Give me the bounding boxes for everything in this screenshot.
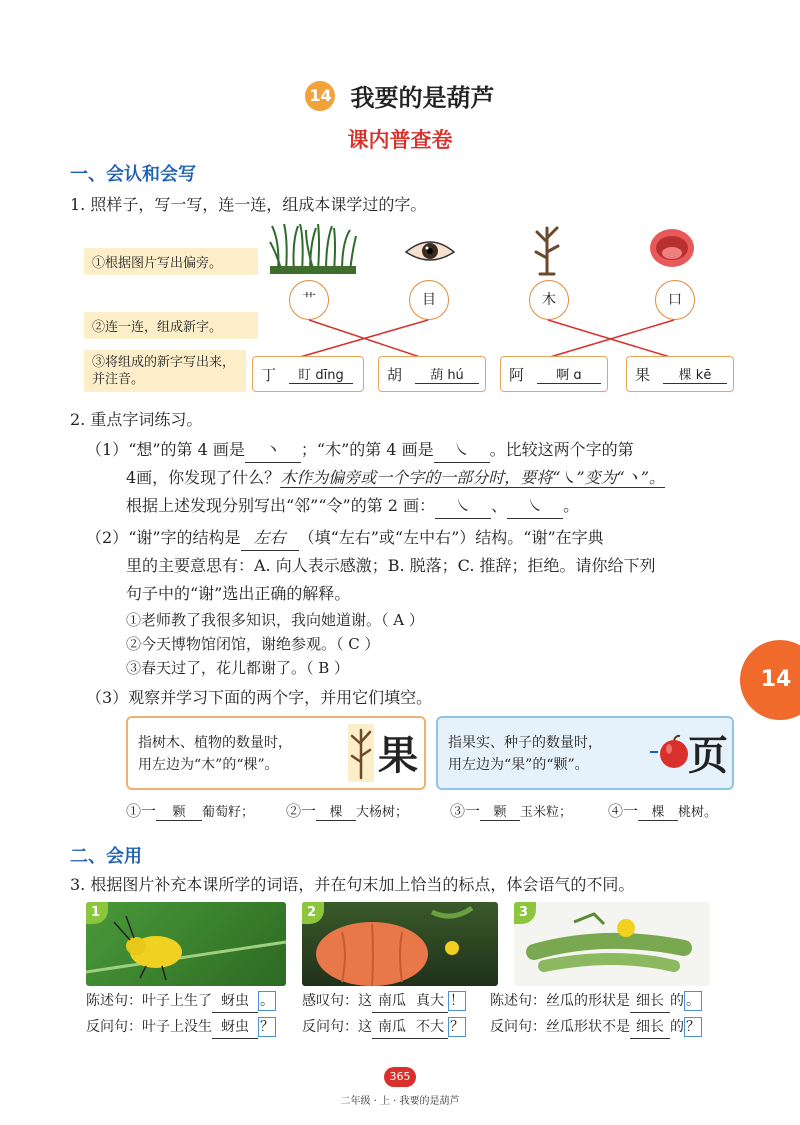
question-1-prompt: 1. 照样子，写一写，连一连，组成本课学过的字。 (70, 195, 427, 214)
punctuation-box[interactable]: 。 (260, 993, 274, 1009)
footer-text: 二年级 · 上 · 我要的是葫芦 (340, 1096, 460, 1107)
answer-input[interactable]: 啊 ɑ (537, 364, 601, 384)
card-number: 3 (519, 905, 529, 920)
q1-answer-box-3 (500, 356, 608, 392)
lesson-number-badge: 14 (305, 81, 335, 111)
punctuation-box[interactable]: ？ (260, 1019, 274, 1035)
structure-answer[interactable]: 左右 (241, 526, 299, 551)
q3-card3-sentence1: 陈述句：丝瓜的形状是 细长 的 。 (490, 990, 702, 1013)
punctuation-box[interactable]: 。 (686, 993, 700, 1009)
discovery-answer[interactable]: 木作为偏旁或一个字的一部分时，要将“㇏”变为“丶”。 (280, 468, 665, 487)
q2-part3-prompt: （3）观察并学习下面的两个字，并用它们填空。 (86, 688, 433, 707)
measure-word-answer[interactable]: 颗 (480, 801, 520, 821)
q2-part1-line1: （1）“想”的第 4 画是 丶 ；“木”的第 4 画是 ㇏ 。比较这两个字的第 (86, 438, 746, 463)
tree-branch-icon (348, 724, 374, 782)
q1-note-1: ①根据图片写出偏旁。 (84, 248, 258, 275)
stroke-answer-2[interactable]: ㇏ (434, 438, 490, 463)
answer-input[interactable]: 葫 hú (415, 364, 479, 384)
q1-answer-box-1 (252, 356, 364, 392)
card-number: 2 (307, 905, 317, 920)
punctuation-box[interactable]: ？ (686, 1019, 700, 1035)
measure-word-answer[interactable]: 颗 (156, 801, 202, 821)
card-number: 1 (91, 905, 101, 920)
page-title: 我要的是葫芦 (350, 83, 495, 112)
radical-circle-2: 目 (409, 280, 449, 320)
stroke-answer-3[interactable]: ㇏ (435, 494, 491, 519)
q1-answer-box-2 (378, 356, 486, 392)
fill-item-1: ①一 颗 葡萄籽； (126, 802, 255, 820)
pumpkin-icon (302, 902, 498, 986)
word-answer[interactable]: 蚜虫 (212, 990, 258, 1013)
q2-part2-item-1: ①老师教了我很多知识，我向她道谢。（ A ） (126, 611, 424, 629)
q3-card2-sentence1: 感叹句：这 南瓜 真大 ！ (302, 990, 466, 1013)
box-ke-fruit-explanation: 指果实、种子的数量时， 用左边为“果”的“颗”。 页 (436, 716, 734, 790)
apple-icon (650, 732, 690, 772)
stroke-answer-4[interactable]: ㇏ (507, 494, 563, 519)
fill-item-4: ④一 棵 桃树。 (608, 802, 718, 820)
aphid-icon (86, 902, 286, 986)
line-mu-eye-to-ding (300, 320, 428, 357)
word-answer[interactable]: 细长 (630, 990, 670, 1013)
radical-circle-4: 口 (655, 280, 695, 320)
answer-base-char: 果 (635, 366, 651, 384)
q1-answer-box-4 (626, 356, 734, 392)
loofah-photo (514, 902, 710, 986)
q3-card2-sentence2: 反问句：这 南瓜 不大 ？ (302, 1016, 466, 1039)
section-title-2: 二、会用 (70, 846, 142, 867)
aphid-photo (86, 902, 286, 986)
lesson-side-tab[interactable]: 14 (740, 640, 800, 720)
punctuation-box[interactable]: ？ (450, 1019, 464, 1035)
word-answer[interactable]: 细长 (630, 1016, 670, 1039)
q1-note-2: ②连一连，组成新字。 (84, 312, 258, 339)
page-number: 365 (384, 1067, 416, 1087)
q2-part1-line2: 4画，你发现了什么？木作为偏旁或一个字的一部分时，要将“㇏”变为“丶”。 (126, 468, 665, 487)
q2-part2-item-2: ②今天博物馆闭馆，谢绝参观。（ C ） (126, 635, 380, 653)
pumpkin-photo (302, 902, 498, 986)
fill-item-3: ③一 颗 玉米粒； (450, 802, 573, 820)
q2-part1-line3: 根据上述发现分别写出“邻”“令”的第 2 画： ㇏ 、 ㇏ 。 (126, 494, 746, 519)
page-subtitle: 课内普查卷 (347, 127, 453, 152)
loofah-icon (514, 902, 710, 986)
section-title-1: 一、会认和会写 (70, 164, 196, 185)
big-char-guo: 果 (378, 732, 418, 779)
stroke-answer-1[interactable]: 丶 (245, 438, 301, 463)
q2-part2-line3: 句子中的“谢”选出正确的解释。 (126, 584, 351, 603)
q1-connection-lines (0, 0, 800, 400)
q3-card3-sentence2: 反问句：丝瓜形状不是 细长 的 ？ (490, 1016, 702, 1039)
answer-base-char: 阿 (509, 366, 525, 384)
question-3-prompt: 3. 根据图片补充本课所学的词语，并在句末加上恰当的标点，体会语气的不同。 (70, 875, 635, 894)
radical-circle-1: 艹 (289, 280, 329, 320)
q2-part2-line1: （2）“谢”字的结构是 左右 （填“左右”或“左中右”）结构。“谢”在字典 (86, 526, 746, 551)
punctuation-box[interactable]: ！ (450, 993, 464, 1009)
q2-part2-line2: 里的主要意思有：A. 向人表示感激；B. 脱落；C. 推辞；拒绝。请你给下列 (126, 556, 656, 575)
q2-part2-item-3: ③春天过了，花儿都谢了。（ B ） (126, 659, 350, 677)
radical-circle-3: 木 (529, 280, 569, 320)
fill-item-2: ②一 棵 大杨树； (286, 802, 409, 820)
q3-card1-sentence2: 反问句：叶子上没生 蚜虫 ？ (86, 1016, 276, 1039)
word-answer[interactable]: 南瓜 (372, 1016, 412, 1039)
answer-input[interactable]: 棵 kē (663, 364, 727, 384)
q1-note-3: ③将组成的新字写出来，并注音。 (84, 350, 246, 392)
question-2-prompt: 2. 重点字词练习。 (70, 410, 203, 429)
measure-word-answer[interactable]: 棵 (316, 801, 356, 821)
word-answer[interactable]: 蚜虫 (212, 1016, 258, 1039)
word-answer[interactable]: 南瓜 (372, 990, 412, 1013)
box-ke-explanation: 指树木、植物的数量时， 用左边为“木”的“棵”。 果 (126, 716, 426, 790)
answer-input[interactable]: 盯 dīng (289, 364, 353, 384)
answer-base-char: 丁 (261, 366, 277, 384)
measure-word-answer[interactable]: 棵 (638, 801, 678, 821)
answer-base-char: 胡 (387, 366, 403, 384)
q3-card1-sentence1: 陈述句：叶子上生了 蚜虫 。 (86, 990, 276, 1013)
big-char-ye: 页 (688, 732, 728, 779)
